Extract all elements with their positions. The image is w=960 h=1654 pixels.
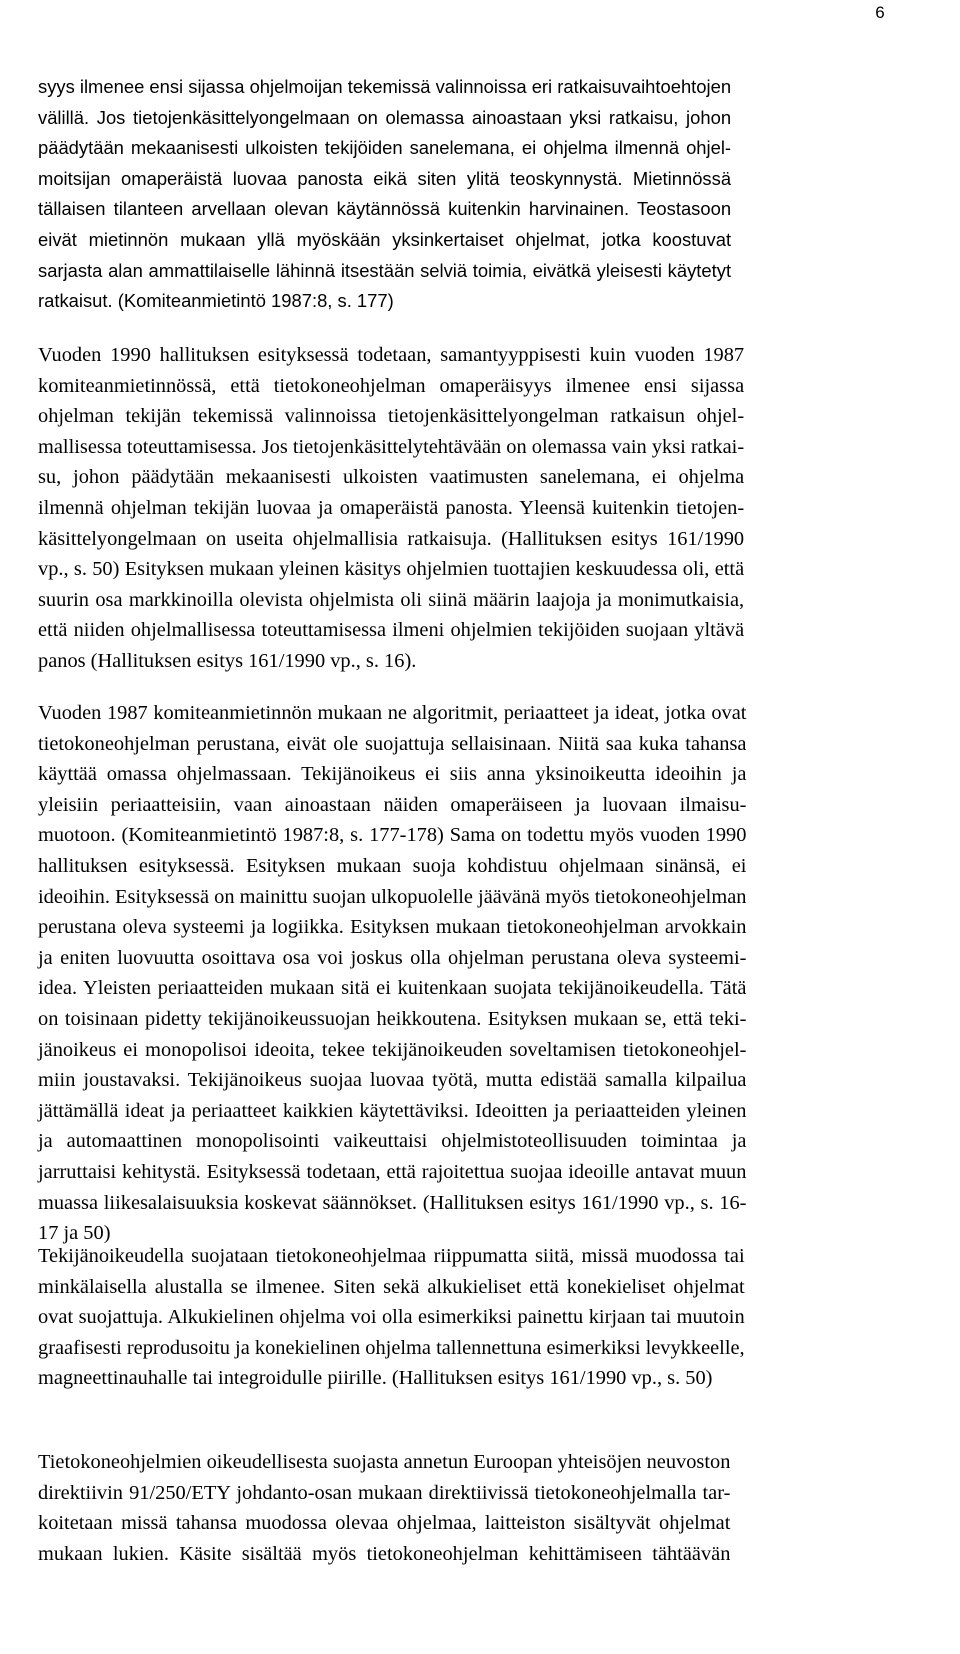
text-line: ideoihin. Esityksessä on mainittu suojan ulkopuolelle jäävänä myös tietokoneohjelman [38, 885, 747, 908]
text-line: ohjelman tekijän tekemissä valinnoissa tietojenkäsittelyongelman ratkaisun ohjel- [38, 405, 745, 428]
text-line: Tekijänoikeudella suojataan tietokoneohjelmaa riippumatta siitä, missä muodossa tai [38, 1245, 745, 1267]
paragraph-2 [38, 340, 744, 677]
text-line: on toisinaan pidetty tekijänoikeussuojan heikkoutena. Esityksen mukaan se, että teki- [38, 1007, 747, 1030]
text-line: suurin osa markkinoilla olevista ohjelmista oli siinä määrin laajoja ja monimutkaisia, [38, 588, 745, 611]
text-line: käsittelyongelmaan on useita ohjelmallisia ratkaisuja. (Hallituksen esitys 161/1990 [38, 527, 745, 550]
text-line: jänoikeus ei monopolisoi ideoita, tekee tekijänoikeuden soveltamisen tietokoneohjel- [38, 1038, 747, 1061]
text-line: mallisessa toteuttamisessa. Jos tietojenkäsittelytehtävään on olemassa vain yksi ratkai- [38, 435, 745, 458]
text-line: yleisiin periaatteisiin, vaan ainoastaan näiden omaperäiseen ja luovaan ilmaisu- [38, 793, 747, 816]
paragraph-1 [38, 72, 731, 317]
text-line: Tietokoneohjelmien oikeudellisesta suojasta annetun Euroopan yhteisöjen neuvoston [38, 1451, 731, 1473]
text-line: panos (Hallituksen esitys 161/1990 vp., s. 16). [38, 649, 417, 672]
text-line: muassa liikesalaisuuksia koskevat säännökset. (Hallituksen esitys 161/1990 vp., s. 16- [38, 1191, 747, 1214]
text-line: tällaisen tilanteen arvellaan olevan käytännössä kuitenkin harvinainen. Teostasoon [38, 198, 732, 220]
text-line: jarruttaisi kehitystä. Esityksessä todetaan, että rajoitettua suojaa ideoille antavat muun [38, 1160, 747, 1183]
paragraph-5 [38, 1447, 730, 1569]
text-line: käyttää omassa ohjelmassaan. Tekijänoikeus ei siis anna yksinoikeutta ideoihin ja [38, 763, 747, 786]
text-line: vp., s. 50) Esityksen mukaan yleinen käsitys ohjelmien tuottajien keskuudessa oli, että [38, 558, 745, 581]
text-line: komiteanmietinnössä, että tietokoneohjelman omaperäisyys ilmenee ensi sijassa [38, 374, 745, 397]
text-line: ovat suojattuja. Alkukielinen ohjelma voi olla esimerkiksi painettu kirjaan tai muutoin [38, 1306, 745, 1329]
paragraph-4 [38, 1241, 745, 1394]
text-line: idea. Yleisten periaatteiden mukaan sitä ei kuitenkaan suojata tekijänoikeudella. Tätä [38, 977, 747, 1000]
text-line: Vuoden 1990 hallituksen esityksessä todetaan, samantyyppisesti kuin vuoden 1987 [38, 344, 745, 366]
text-line: perustana oleva systeemi ja logiikka. Esityksen mukaan tietokoneohjelman arvokkain [38, 916, 747, 939]
text-line: graafisesti reprodusoitu ja konekielinen ohjelma tallennettuna esimerkiksi levykkeelle, [38, 1336, 745, 1359]
text-line: miin joustavaksi. Tekijänoikeus suojaa luovaa työtä, mutta edistää samalla kilpailua [38, 1069, 747, 1092]
text-line: välillä. Jos tietojenkäsittelyongelmaan on olemassa ainoastaan yksi ratkaisu, johon [38, 106, 732, 128]
text-line: ilmennä ohjelman tekijän luovaa ja omaperäistä panosta. Yleensä kuitenkin tietojen- [38, 496, 745, 519]
text-line: päädytään mekaanisesti ulkoisten tekijöiden sanelemana, ei ohjelma ilmennä ohjel- [38, 137, 732, 159]
text-line: minkälaisella alustalla se ilmenee. Siten sekä alkukieliset että konekieliset ohjelmat [38, 1275, 745, 1298]
text-line: sarjasta alan ammattilaiselle lähinnä itsestään selviä toimia, eivätkä yleisesti käytetyt [38, 259, 732, 281]
text-line: direktiivin 91/250/ETY johdanto-osan mukaan direktiivissä tietokoneohjelmalla tar- [38, 1481, 731, 1504]
text-line: su, johon päädytään mekaanisesti ulkoisten vaatimusten sanelemana, ei ohjelma [38, 466, 745, 489]
page-number: 6 [875, 3, 885, 22]
text-line: eivät mietinnön mukaan yllä myöskään yksinkertaiset ohjelmat, jotka koostuvat [38, 228, 732, 250]
text-line: ja eniten luovuutta osoittava osa voi joskus olla ohjelman perustana oleva systeemi- [38, 946, 747, 969]
text-line: ja automaattinen monopolisointi vaikeuttaisi ohjelmistoteollisuuden toimintaa ja [38, 1130, 747, 1153]
text-line: jättämällä ideat ja periaatteet kaikkien käytettäviksi. Ideoitten ja periaatteiden yleinen [38, 1099, 747, 1122]
text-line: ratkaisut. (Komiteanmietintö 1987:8, s. 177) [38, 290, 394, 312]
text-line: moitsijan omaperäistä luovaa panosta eikä siten ylitä teoskynnystä. Mietinnössä [38, 167, 732, 189]
text-line: syys ilmenee ensi sijassa ohjelmoijan tekemissä valinnoissa eri ratkaisuvaihtoehtojen [38, 76, 732, 97]
text-line: 17 ja 50) [38, 1222, 111, 1245]
text-line: magneettinauhalle tai integroidulle piirille. (Hallituksen esitys 161/1990 vp., s. 50) [38, 1367, 713, 1390]
text-line: koitetaan missä tahansa muodossa olevaa ohjelmaa, laitteiston sisältyvät ohjelmat [38, 1512, 731, 1535]
text-line: että niiden ohjelmallisessa toteuttamisessa ilmeni ohjelmien tekijöiden suojaan yltävä [38, 619, 745, 642]
text-line: muotoon. (Komiteanmietintö 1987:8, s. 177-178) Sama on todettu myös vuoden 1990 [38, 824, 747, 847]
text-line: mukaan lukien. Käsite sisältää myös tietokoneohjelman kehittämiseen tähtäävän [38, 1542, 731, 1565]
text-line: tietokoneohjelman perustana, eivät ole suojattuja sellaisinaan. Niitä saa kuka tahansa [38, 732, 747, 755]
paragraph-3 [38, 698, 746, 1249]
text-line: Vuoden 1987 komiteanmietinnön mukaan ne algoritmit, periaatteet ja ideat, jotka ovat [38, 702, 747, 724]
text-line: hallituksen esityksessä. Esityksen mukaan suoja kohdistuu ohjelmaan sinänsä, ei [38, 854, 747, 877]
